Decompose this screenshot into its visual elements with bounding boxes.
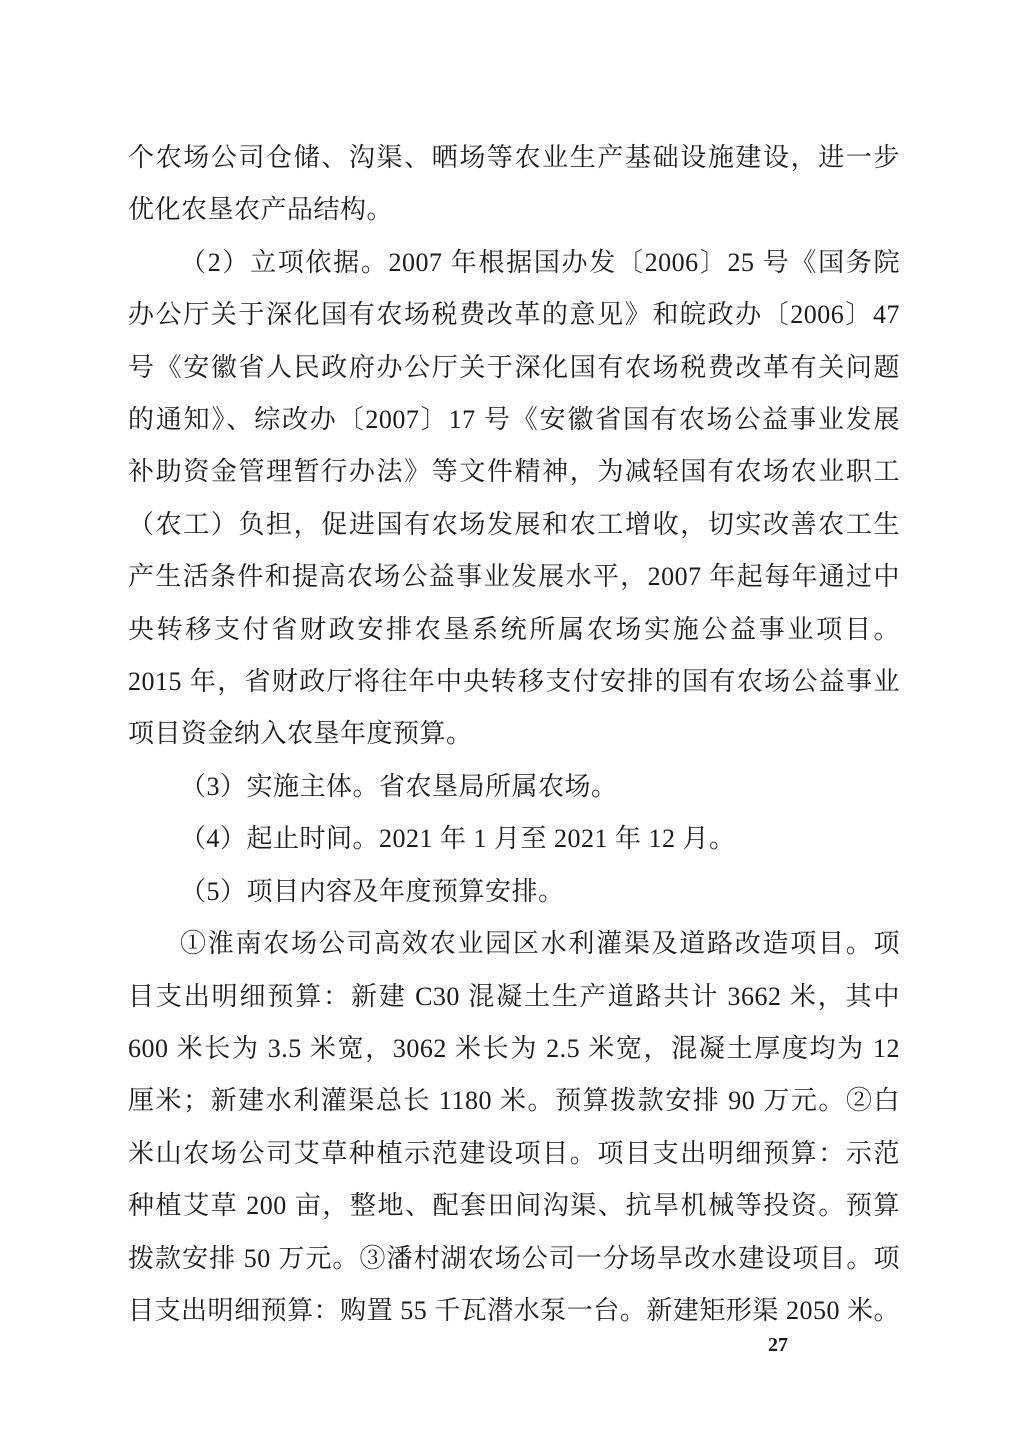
document-line: 补助资金管理暂行办法》等文件精神，为减轻国有农场农业职工: [128, 457, 900, 487]
document-line: （3）实施主体。省农垦局所属农场。: [180, 771, 618, 801]
document-body: [128, 132, 900, 1337]
document-line: ①淮南农场公司高效农业园区水利灌渠及道路改造项目。项: [180, 929, 900, 959]
document-line: （农工）负担，促进国有农场发展和农工增收，切实改善农工生: [128, 509, 900, 539]
document-line: 的通知》、综改办〔2007〕17 号《安徽省国有农场公益事业发展: [128, 405, 900, 435]
document-line: （4）起止时间。2021 年 1 月至 2021 年 12 月。: [180, 824, 736, 854]
document-line: 央转移支付省财政安排农垦系统所属农场实施公益事业项目。: [128, 614, 900, 644]
document-line: 办公厅关于深化国有农场税费改革的意见》和皖政办〔2006〕47: [128, 300, 900, 330]
document-line: 目支出明细预算：新建 C30 混凝土生产道路共计 3662 米，其中: [128, 981, 900, 1011]
document-line: 厘米；新建水利灌渠总长 1180 米。预算拨款安排 90 万元。②白: [128, 1086, 900, 1116]
document-line: 种植艾草 200 亩，整地、配套田间沟渠、抗旱机械等投资。预算: [128, 1191, 900, 1221]
document-line: 个农场公司仓储、沟渠、晒场等农业生产基础设施建设，进一步: [128, 143, 900, 172]
document-line: 2015 年，省财政厅将往年中央转移支付安排的国有农场公益事业: [128, 667, 900, 697]
document-line: （2）立项依据。2007 年根据国办发〔2006〕25 号《国务院: [180, 247, 900, 277]
document-line: 号《安徽省人民政府办公厅关于深化国有农场税费改革有关问题: [128, 352, 900, 382]
document-line: 优化农垦农产品结构。: [128, 195, 394, 225]
document-line: 项目资金纳入农垦年度预算。: [128, 719, 473, 749]
document-line: 600 米长为 3.5 米宽，3062 米长为 2.5 米宽，混凝土厚度均为 12: [128, 1033, 900, 1063]
document-line: 米山农场公司艾草种植示范建设项目。项目支出明细预算：示范: [128, 1138, 900, 1168]
document-line: 拨款安排 50 万元。③潘村湖农场公司一分场旱改水建设项目。项: [128, 1243, 900, 1273]
document-line: 产生活条件和提高农场公益事业发展水平，2007 年起每年通过中: [128, 562, 900, 592]
page-number: 27: [768, 1334, 788, 1356]
document-line: （5）项目内容及年度预算安排。: [180, 876, 565, 906]
document-line: 目支出明细预算：购置 55 千瓦潜水泵一台。新建矩形渠 2050 米。: [128, 1295, 900, 1325]
